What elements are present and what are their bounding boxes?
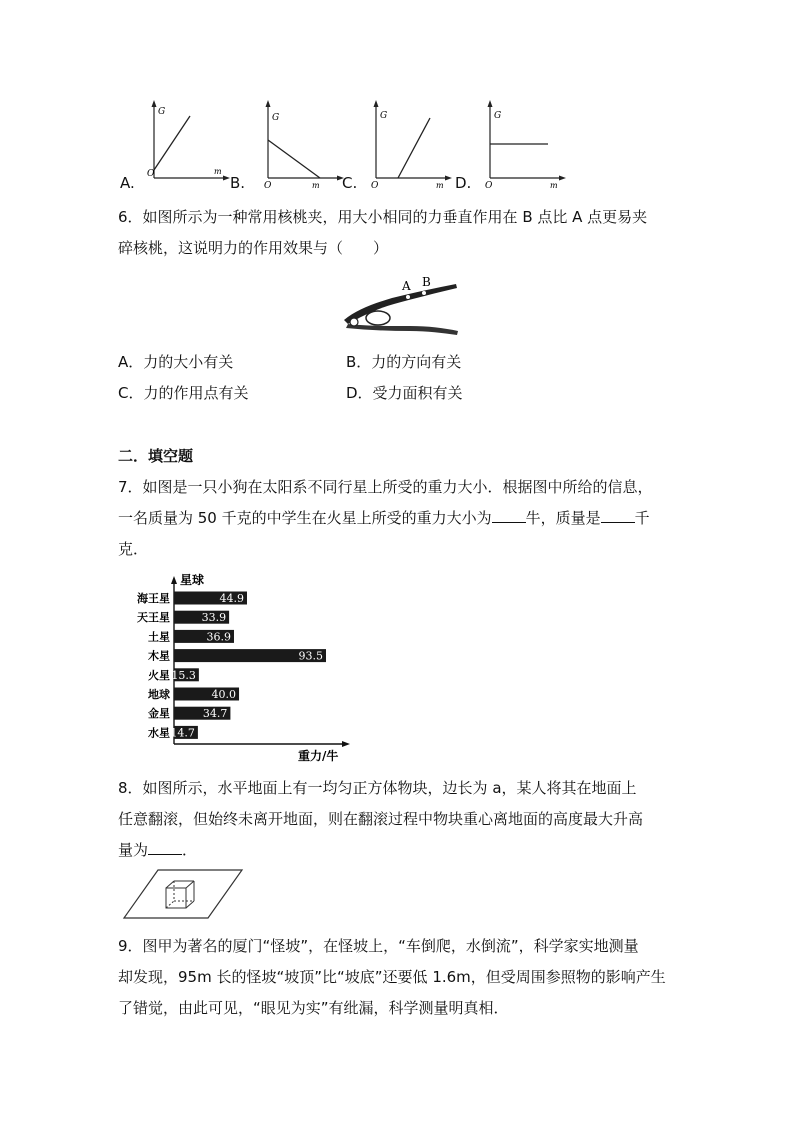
graph-b-line — [268, 140, 320, 178]
category-label-2: 土星 — [148, 630, 170, 644]
q7-line-2 — [118, 508, 650, 528]
nutcracker-upper-arm — [344, 284, 457, 324]
option-a-letter: A. — [120, 174, 135, 192]
gravity-bar-chart — [112, 564, 362, 764]
q9-line-1: 9．图甲为著名的厦门“怪坡”，在怪坡上，“车倒爬，水倒流”，科学家实地测量 — [118, 937, 639, 955]
category-label-4: 火星 — [148, 668, 170, 682]
q9-line-2: 却发现，95m 长的怪坡“坡顶”比“坡底”还要低 1.6m，但受周围参照物的影响产生 — [118, 968, 666, 986]
q8-line-3-text: 量为 — [118, 841, 149, 859]
bar-value-label-0: 44.9 — [219, 592, 244, 605]
graph-a-line — [154, 116, 190, 170]
graph-a — [140, 98, 232, 190]
graph-d-axis-y: G — [494, 111, 502, 121]
cube-on-plane-figure — [118, 866, 246, 924]
q7-line-2a: 一名质量为 50 千克的中学生在火星上所受的重力大小为 — [118, 509, 492, 527]
bar-value-label-5: 40.0 — [211, 688, 237, 701]
q8-line-3 — [118, 840, 197, 860]
graph-b-axis-y: G — [272, 113, 280, 123]
graph-c-origin: O — [371, 181, 379, 190]
point-a-dot — [406, 295, 410, 299]
graph-b-origin: O — [264, 181, 272, 190]
x-axis-label: 重力/牛 — [298, 749, 339, 763]
graph-d — [476, 98, 568, 190]
q6-option-d: D．受力面积有关 — [346, 384, 463, 402]
point-b-dot — [422, 291, 426, 295]
graph-a-axis-y: G — [158, 107, 166, 117]
q8-line-1: 8．如图所示，水平地面上有一均匀正方体物块，边长为 a，某人将其在地面上 — [118, 779, 637, 797]
graph-a-origin: O — [147, 169, 155, 179]
nutcracker-figure — [336, 274, 462, 336]
y-axis-arrow — [171, 576, 177, 584]
category-label-0: 海王星 — [137, 592, 170, 605]
graph-a-axis-x: m — [214, 167, 222, 176]
category-label-6: 金星 — [148, 707, 170, 721]
q6-line-2: 碎核桃，这说明力的作用效果与（ ） — [118, 239, 389, 257]
q9-line-3: 了错觉，由此可见，“眼见为实”有纰漏，科学测量明真相． — [118, 999, 509, 1017]
nutcracker-jaw — [366, 311, 390, 325]
y-axis-label: 星球 — [180, 573, 205, 587]
bar-value-label-6: 34.7 — [202, 707, 228, 721]
graph-c — [362, 98, 454, 190]
q7-blank-weight — [492, 508, 526, 523]
category-label-5: 地球 — [148, 688, 170, 701]
x-axis-arrow — [342, 741, 350, 747]
graph-c-axis-y: G — [380, 111, 388, 121]
graph-b-axis-x: m — [312, 181, 320, 190]
graph-c-line — [398, 118, 430, 178]
nutcracker-lower-arm — [346, 324, 458, 335]
graph-b — [254, 98, 346, 190]
category-label-3: 木星 — [148, 649, 170, 663]
category-label-1: 天王星 — [137, 611, 170, 625]
q8-blank — [148, 840, 182, 855]
q8-line-3-end: ． — [182, 841, 198, 859]
section-heading: 二．填空题 — [118, 447, 194, 465]
option-c-letter: C. — [342, 174, 358, 192]
option-d-letter: D. — [455, 174, 472, 192]
graph-c-axis-x: m — [436, 181, 444, 190]
option-b-letter: B. — [230, 174, 246, 192]
q6-option-a: A．力的大小有关 — [118, 353, 234, 371]
q7-line-1: 7．如图是一只小狗在太阳系不同行星上所受的重力大小．根据图中所给的信息， — [118, 478, 653, 496]
q7-line-2b: 牛，质量是 — [525, 509, 601, 527]
point-a-label: A — [402, 279, 411, 293]
q6-line-1: 6．如图所示为一种常用核桃夹，用大小相同的力垂直作用在 B 点比 A 点更易夹 — [118, 208, 648, 226]
q6-option-c: C．力的作用点有关 — [118, 384, 249, 402]
cube — [166, 881, 194, 908]
bar-value-label-4: 15.3 — [171, 668, 196, 682]
point-b-label: B — [422, 275, 431, 289]
q8-line-2: 任意翻滚，但始终未离开地面，则在翻滚过程中物块重心离地面的高度最大升高 — [118, 810, 644, 828]
bar-value-label-2: 36.9 — [206, 630, 231, 644]
q7-line-2c: 千 — [634, 509, 650, 527]
q7-blank-mass — [601, 508, 635, 523]
q7-line-3: 克． — [118, 540, 149, 558]
category-label-7: 水星 — [148, 726, 170, 740]
graph-d-origin: O — [485, 181, 493, 190]
bar-value-label-7: 14.7 — [170, 726, 195, 740]
q6-option-b: B．力的方向有关 — [346, 353, 462, 371]
ground-plane — [124, 870, 242, 918]
bar-value-label-1: 33.9 — [201, 611, 227, 625]
bar-value-label-3: 93.5 — [298, 649, 323, 663]
graph-d-axis-x: m — [550, 181, 558, 190]
q5-graphs — [118, 98, 568, 194]
